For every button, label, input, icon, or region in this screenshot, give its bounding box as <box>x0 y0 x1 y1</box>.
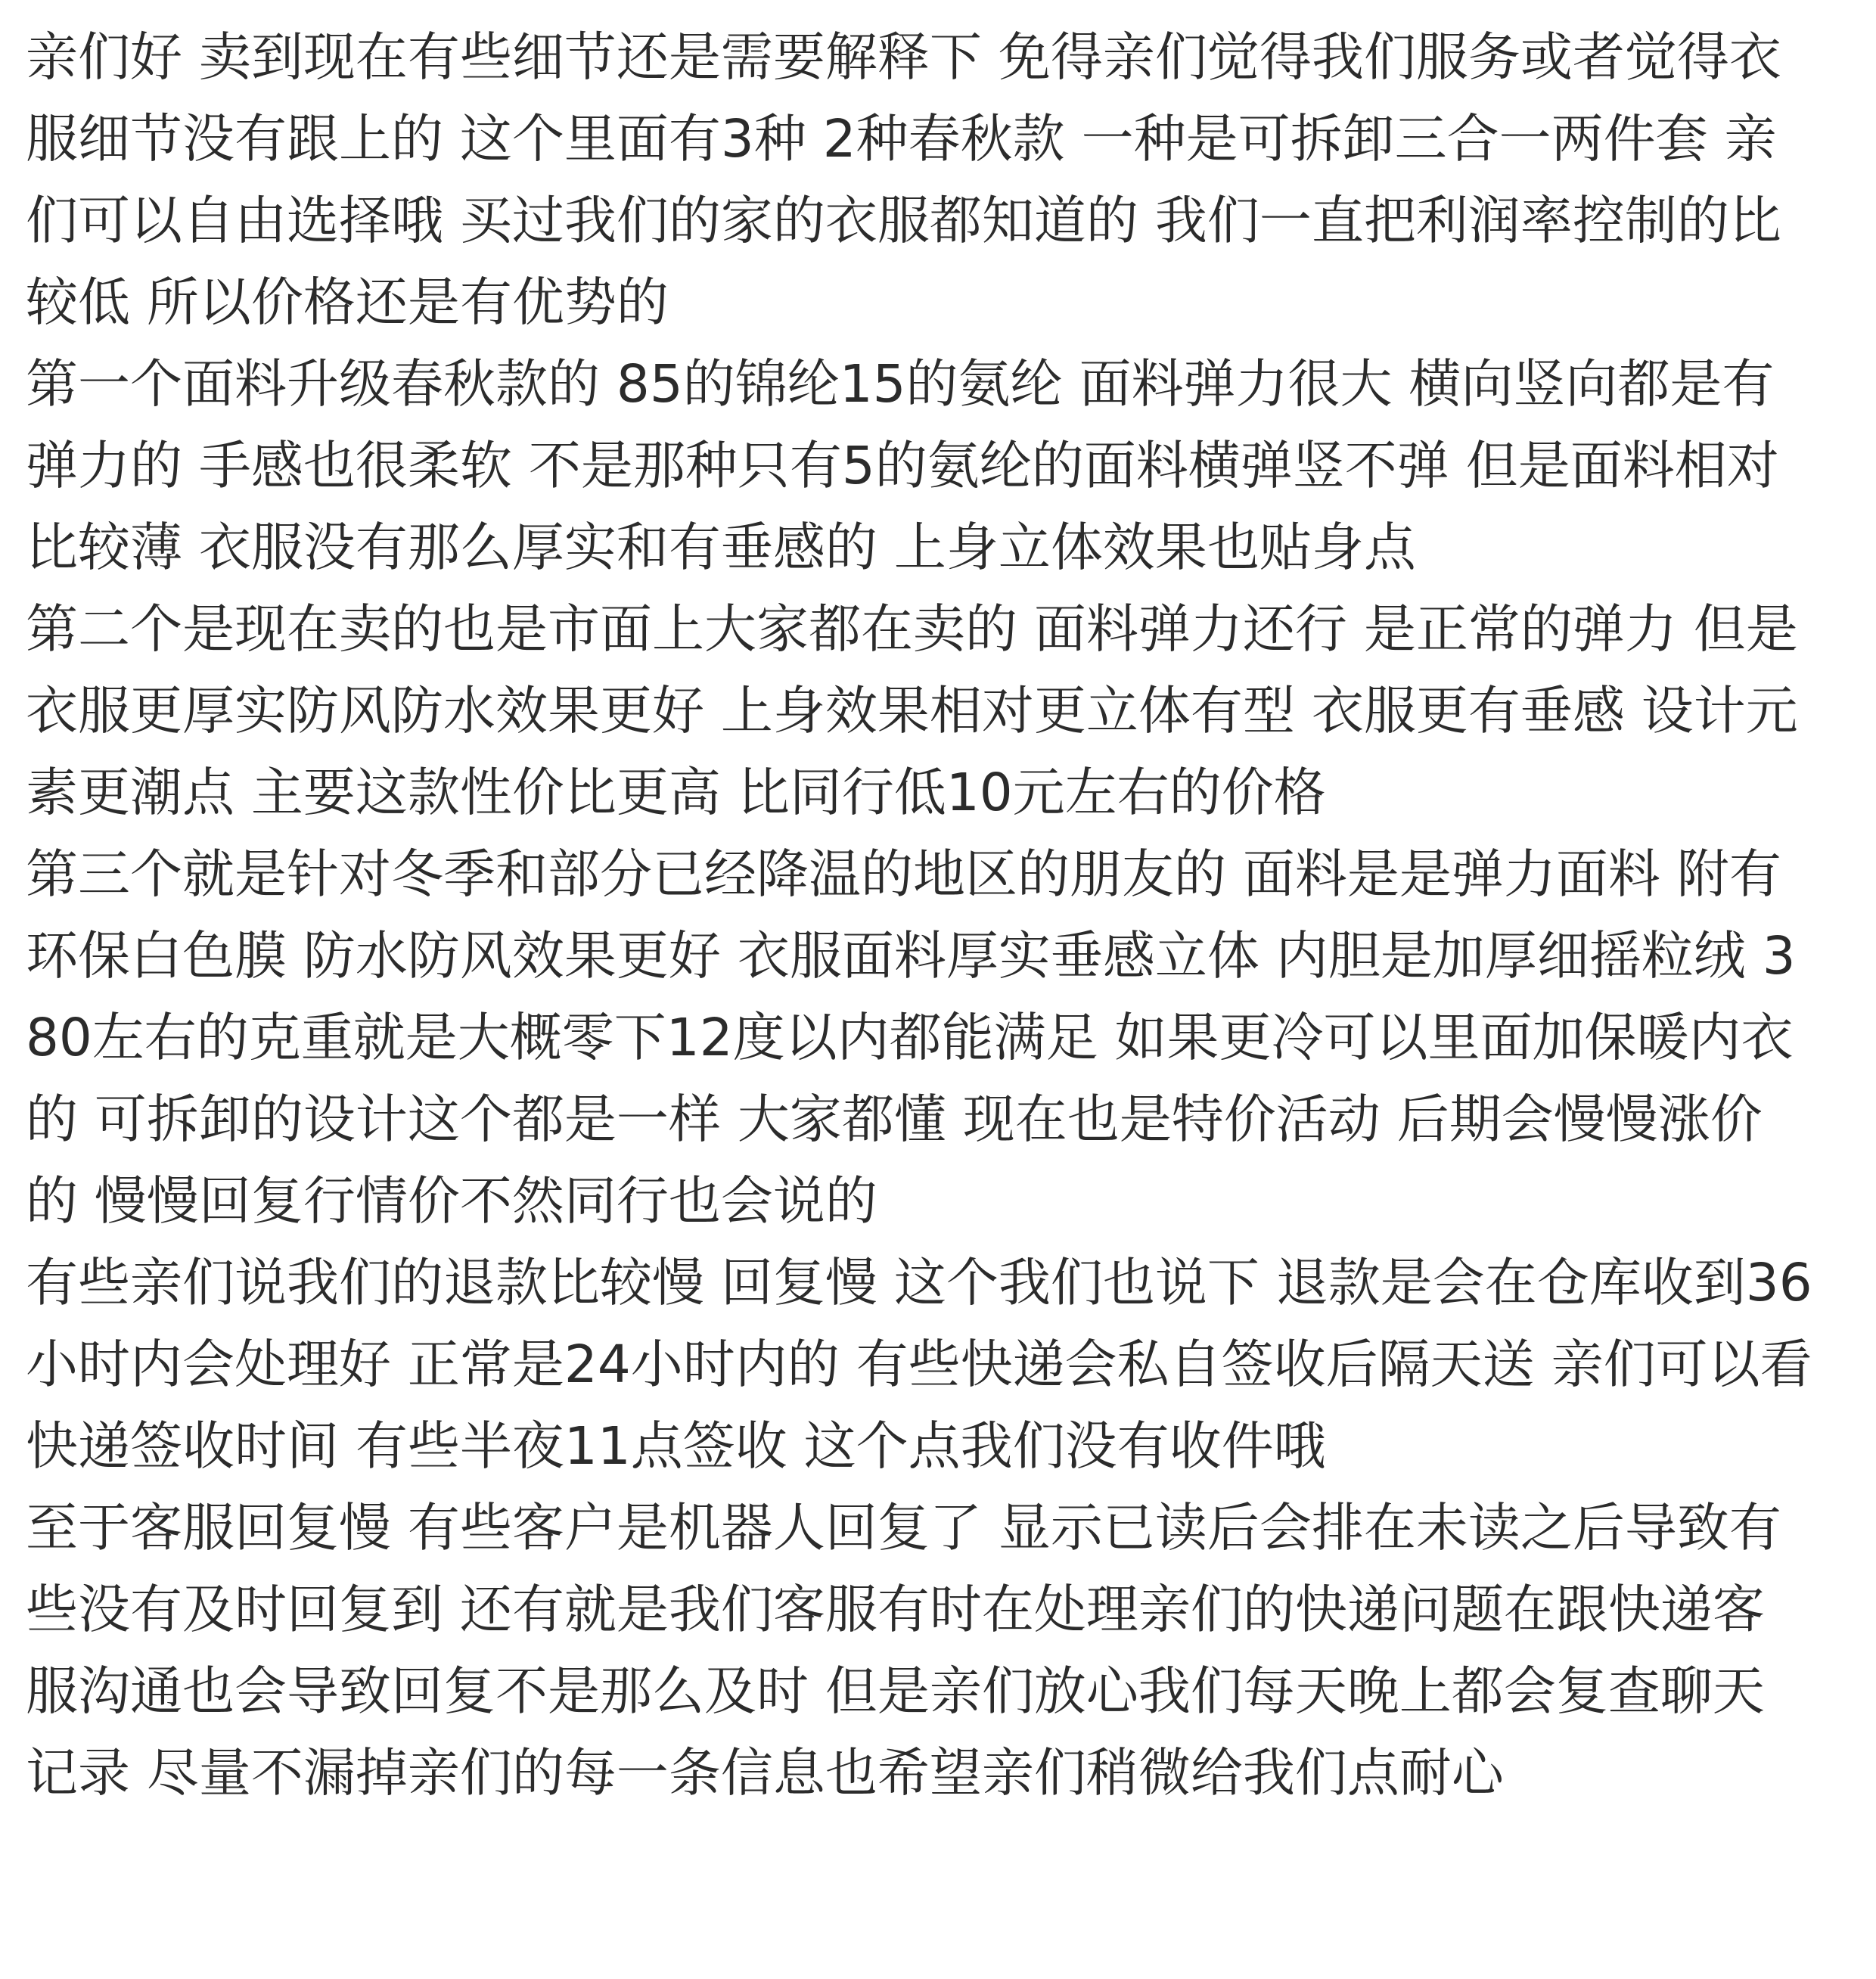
text-line-5: 第一个面料升级春秋款的 85的锦纶15的氨纶 面料弹力很大 横向竖向都是有 <box>26 354 1775 415</box>
text-line-11: 第三个就是针对冬季和部分已经降温的地区的朋友的 面料是是弹力面料 附有 <box>26 844 1781 905</box>
text-line-9: 衣服更厚实防风防水效果更好 上身效果相对更立体有型 衣服更有垂感 设计元 <box>26 681 1798 741</box>
text-line-17: 小时内会处理好 正常是24小时内的 有些快递会私自签收后隔天送 亲们可以看 <box>26 1334 1812 1395</box>
text-line-3: 们可以自由选择哦 买过我们的家的衣服都知道的 我们一直把利润率控制的比 <box>26 191 1781 251</box>
text-line-16: 有些亲们说我们的退款比较慢 回复慢 这个我们也说下 退款是会在仓库收到36 <box>26 1253 1812 1313</box>
text-line-22: 记录 尽量不漏掉亲们的每一条信息也希望亲们稍微给我们点耐心 <box>26 1743 1504 1803</box>
text-line-8: 第二个是现在卖的也是市面上大家都在卖的 面料弹力还行 是正常的弹力 但是 <box>26 599 1798 660</box>
text-line-1: 亲们好 卖到现在有些细节还是需要解释下 免得亲们觉得我们服务或者觉得衣 <box>26 27 1781 88</box>
text-line-12: 环保白色膜 防水防风效果更好 衣服面料厚实垂感立体 内胆是加厚细摇粒绒 3 <box>26 926 1796 986</box>
text-line-21: 服沟通也会导致回复不是那么及时 但是亲们放心我们每天晚上都会复查聊天 <box>26 1661 1765 1722</box>
text-line-14: 的 可拆卸的设计这个都是一样 大家都懂 现在也是特价活动 后期会慢慢涨价 <box>26 1089 1763 1150</box>
text-line-4: 较低 所以价格还是有优势的 <box>26 272 669 333</box>
text-line-13: 80左右的克重就是大概零下12度以内都能满足 如果更冷可以里面加保暖内衣 <box>26 1008 1794 1068</box>
text-line-2: 服细节没有跟上的 这个里面有3种 2种春秋款 一种是可拆卸三合一两件套 亲 <box>26 109 1777 169</box>
text-line-19: 至于客服回复慢 有些客户是机器人回复了 显示已读后会排在未读之后导致有 <box>26 1498 1781 1558</box>
text-line-20: 些没有及时回复到 还有就是我们客服有时在处理亲们的快递问题在跟快递客 <box>26 1580 1765 1640</box>
text-line-10: 素更潮点 主要这款性价比更高 比同行低10元左右的价格 <box>26 763 1326 823</box>
text-line-6: 弹力的 手感也很柔软 不是那种只有5的氨纶的面料横弹竖不弹 但是面料相对 <box>26 436 1779 496</box>
text-line-18: 快递签收时间 有些半夜11点签收 这个点我们没有收件哦 <box>26 1416 1326 1477</box>
text-line-15: 的 慢慢回复行情价不然同行也会说的 <box>26 1171 877 1232</box>
text-line-7: 比较薄 衣服没有那么厚实和有垂感的 上身立体效果也贴身点 <box>26 517 1416 578</box>
announcement-text <box>26 17 1853 1814</box>
